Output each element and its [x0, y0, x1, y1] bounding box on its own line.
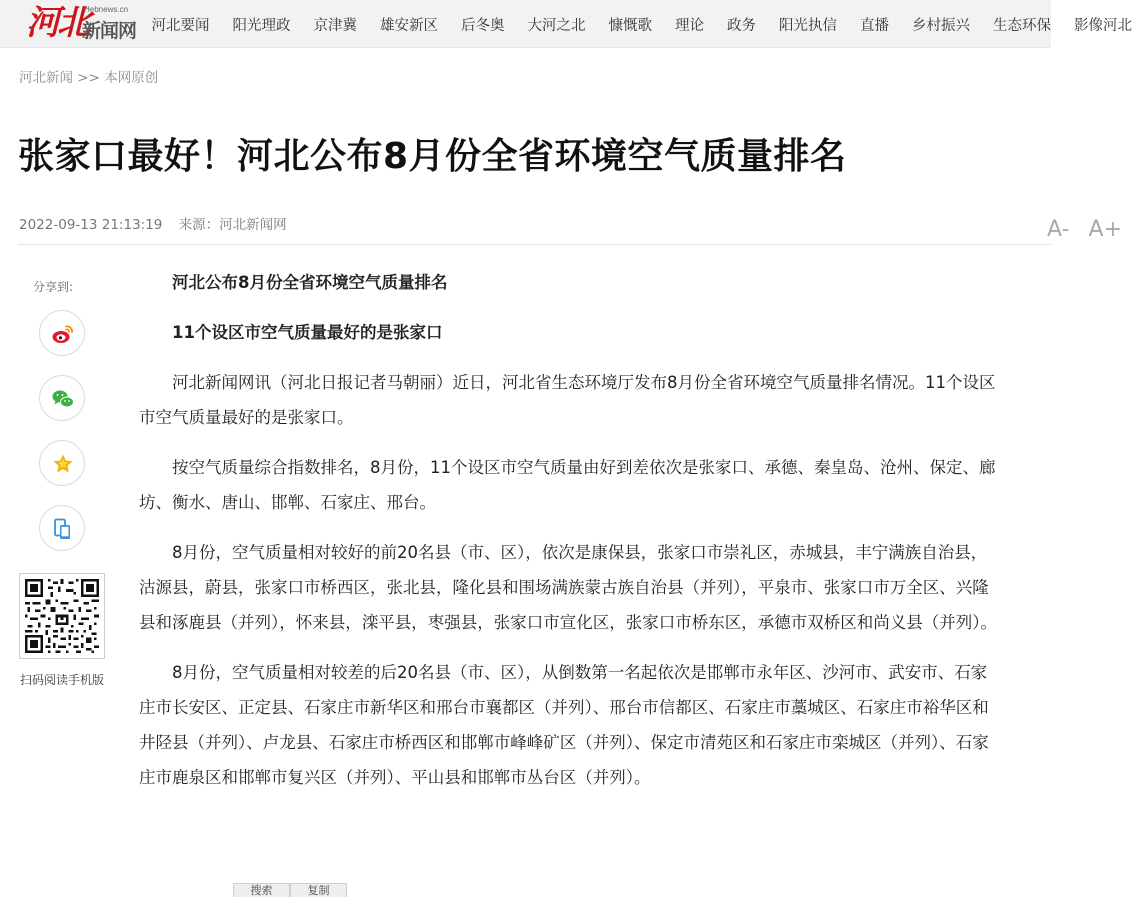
mobile-icon [51, 517, 75, 541]
weibo-icon [51, 322, 75, 346]
nav-item-theory[interactable]: 理论 [675, 17, 704, 34]
font-larger-button[interactable]: A+ [1088, 217, 1122, 242]
logo-glyphs: 河北 [26, 3, 88, 43]
nav-item-rural-revitalization[interactable]: 乡村振兴 [912, 17, 970, 34]
article-subheading: 11个设区市空气质量最好的是张家口 [172, 323, 443, 342]
nav-item-images[interactable]: 影像河北 [1074, 17, 1132, 34]
nav-item-hebei-news[interactable]: 河北要闻 [151, 17, 210, 34]
font-smaller-button[interactable]: A- [1047, 217, 1070, 242]
share-favorite-button[interactable] [39, 440, 85, 486]
article-paragraph: 8月份，空气质量相对较差的后20名县（市、区），从倒数第一名起依次是邯郸市永年区、沙河市、武安市、石家庄市长安区、正定县、石家庄市新华区和邢台市襄都区（并列）、邢台市信都区、石家庄市藁城区、石家庄市裕华区和井陉县（并列）、卢龙县、石家庄市桥西区和邯郸市峰峰矿区（并列）、保定市清苑区和石家庄市栾城区（并列）、石家庄市鹿泉区和邯郸市复兴区（并列）、平山县和邯郸市丛台区（并列）。 [139, 663, 989, 787]
publish-datetime: 2022-09-13 21:13:19 [19, 217, 163, 233]
article-body [139, 265, 1001, 810]
search-button[interactable]: 搜索 [233, 883, 290, 897]
main-nav [140, 0, 1144, 48]
share-label: 分享到: [33, 280, 74, 294]
breadcrumb [19, 66, 158, 86]
nav-item-dahe-zhibei[interactable]: 大河之北 [527, 17, 586, 34]
nav-item-sunshine-governance[interactable]: 阳光理政 [232, 17, 291, 34]
wechat-icon [51, 387, 75, 411]
qr-code-icon [25, 579, 99, 653]
font-size-controls [1035, 217, 1122, 242]
nav-item-kangkaige[interactable]: 慷慨歌 [608, 17, 652, 34]
nav-item-xiongan[interactable]: 雄安新区 [380, 17, 438, 34]
article-paragraph: 按空气质量综合指数排名，8月份，11个设区市空气质量由好到差依次是张家口、承德、秦皇岛、沧州、保定、廊坊、衡水、唐山、邯郸、石家庄、邢台。 [139, 458, 996, 512]
article-source: 来源：河北新闻网 [178, 217, 287, 233]
logo-chinese: 新闻网 [82, 20, 137, 42]
selection-toolbar [233, 883, 347, 897]
qr-code-label: 扫码阅读手机版 [19, 673, 104, 687]
article-paragraph: 8月份，空气质量相对较好的前20名县（市、区），依次是康保县，张家口市崇礼区，赤城县，丰宁满族自治县，沽源县，蔚县，张家口市桥西区，张北县，隆化县和围场满族蒙古族自治县（并列），平泉市、张家口市万全区、兴隆县和涿鹿县（并列），怀来县，滦平县，枣强县，张家口市宣化区，张家口市桥东区，承德市双桥区和尚义县（并列）。 [139, 543, 997, 632]
nav-item-ecology[interactable]: 生态环保 [993, 17, 1051, 34]
nav-item-live[interactable]: 直播 [860, 17, 889, 34]
breadcrumb-section[interactable]: 本网原创 [104, 70, 159, 86]
page-title: 张家口最好！河北公布8月份全省环境空气质量排名 [18, 136, 847, 177]
top-nav-bar [0, 0, 1132, 48]
copy-button[interactable]: 复制 [290, 883, 347, 897]
nav-item-sunshine-enforcement[interactable]: 阳光执信 [779, 17, 837, 34]
nav-item-post-olympics[interactable]: 后冬奥 [461, 17, 505, 34]
site-logo[interactable] [26, 2, 138, 46]
share-mobile-button[interactable] [39, 505, 85, 551]
logo-english: Hebnews.cn [84, 5, 129, 14]
header-divider [18, 244, 1051, 245]
breadcrumb-home[interactable]: 河北新闻 [19, 70, 73, 86]
article-meta [19, 213, 287, 233]
article-subheading: 河北公布8月份全省环境空气质量排名 [172, 273, 448, 292]
qr-code [19, 573, 105, 659]
share-wechat-button[interactable] [39, 375, 85, 421]
favorite-star-icon [51, 452, 75, 476]
article-paragraph: 河北新闻网讯（河北日报记者马朝丽）近日，河北省生态环境厅发布8月份全省环境空气质量排名情况。11个设区市空气质量最好的是张家口。 [139, 373, 996, 427]
share-weibo-button[interactable] [39, 310, 85, 356]
nav-item-jingjinji[interactable]: 京津冀 [313, 17, 357, 34]
nav-item-government[interactable]: 政务 [727, 17, 756, 34]
breadcrumb-separator: >> [77, 70, 100, 86]
